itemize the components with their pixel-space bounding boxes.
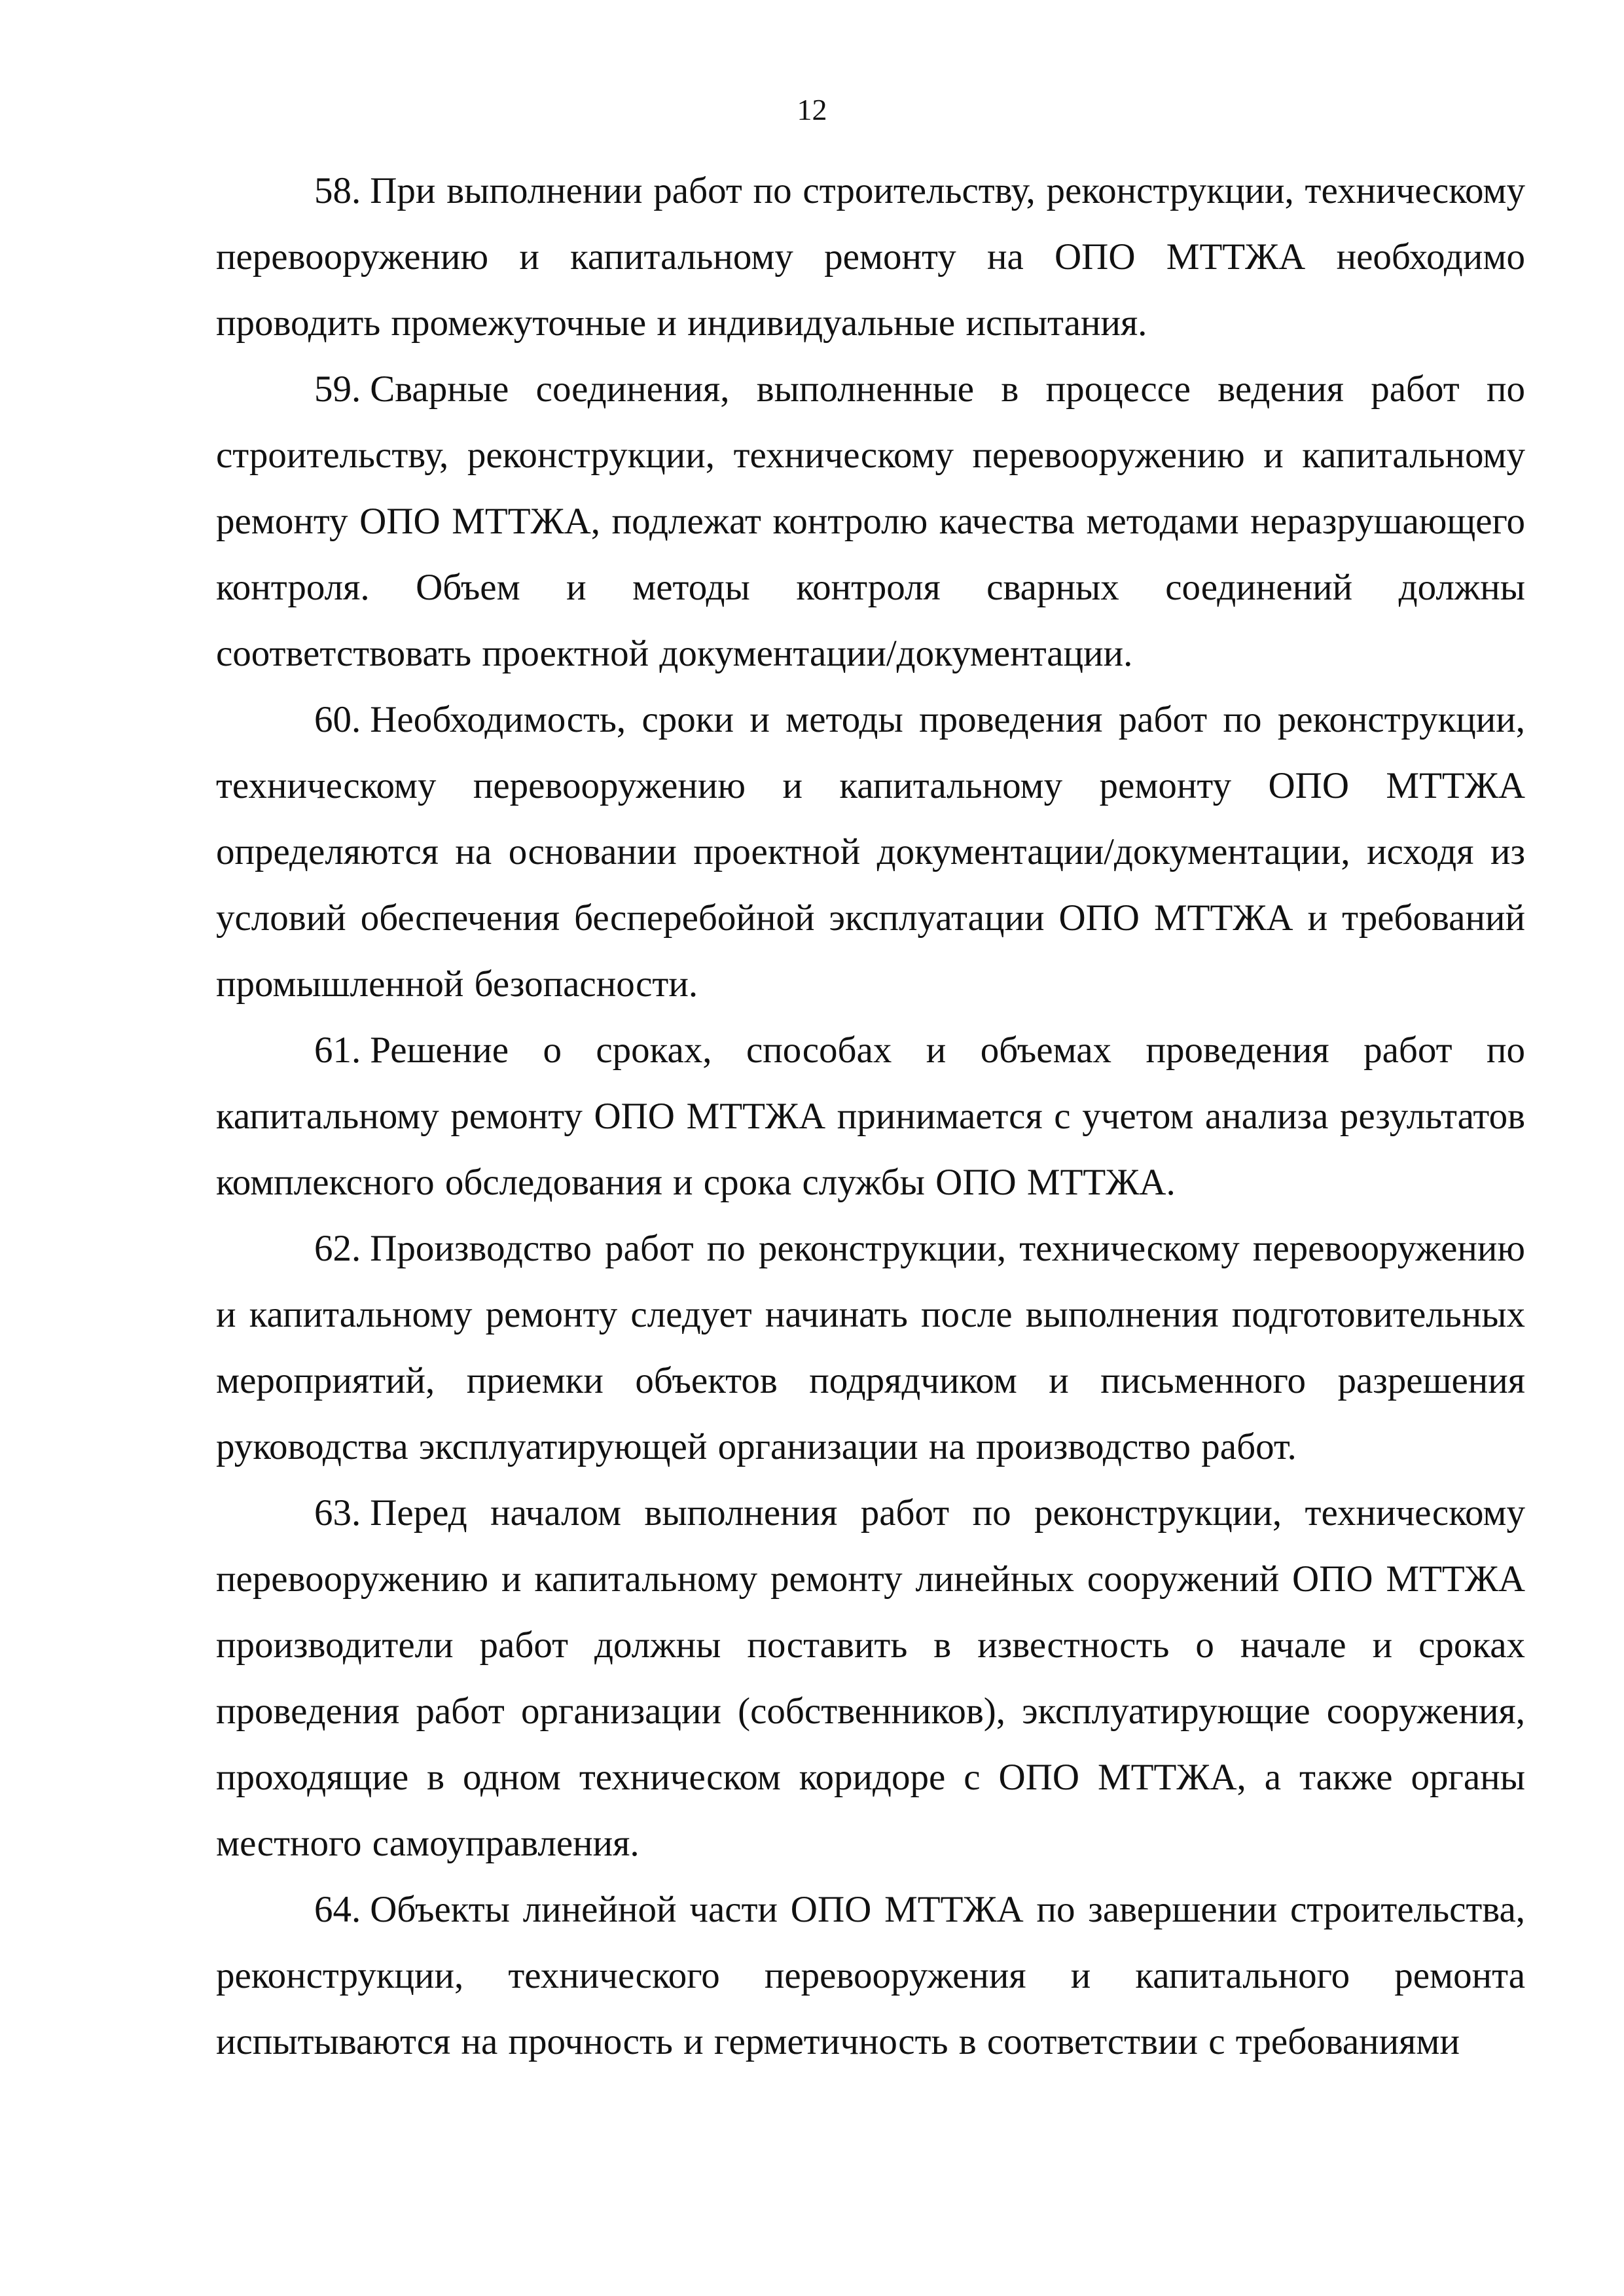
- paragraph-58: [216, 158, 1525, 356]
- paragraph-61: [216, 1017, 1525, 1215]
- paragraph-text: Производство работ по реконструкции, техническому перевооружению и капитальному ремонту следует начинать после выполнения подготовительных мероприятий, приемки объектов подрядчиком и письменного разрешения руководства эксплуатирующей организации на производство работ.: [216, 1228, 1525, 1467]
- paragraph-62: [216, 1215, 1525, 1480]
- paragraph-number: 60.: [314, 699, 361, 740]
- page-number: 12: [797, 93, 827, 126]
- paragraph-text: Решение о сроках, способах и объемах проведения работ по капитальному ремонту ОПО МТТЖА принимается с учетом анализа результатов комплексного обследования и срока службы ОПО МТТЖА.: [216, 1030, 1525, 1203]
- paragraph-60: [216, 687, 1525, 1017]
- paragraph-number: 64.: [314, 1889, 361, 1930]
- paragraph-number: 59.: [314, 368, 361, 410]
- paragraph-number: 58.: [314, 170, 361, 211]
- paragraph-number: 62.: [314, 1228, 361, 1269]
- paragraph-59: [216, 356, 1525, 687]
- paragraph-text: Перед началом выполнения работ по реконструкции, техническому перевооружению и капитальному ремонту линейных сооружений ОПО МТТЖА производители работ должны поставить в известность о начале и сроках проведения работ организации (собственников), эксплуатирующие сооружения, проходящие в одном техническом коридоре с ОПО МТТЖА, а также органы местного самоуправления.: [216, 1492, 1525, 1864]
- paragraph-number: 61.: [314, 1030, 361, 1071]
- paragraph-number: 63.: [314, 1492, 361, 1534]
- paragraph-text: Сварные соединения, выполненные в процессе ведения работ по строительству, реконструкции, техническому перевооружению и капитальному ремонту ОПО МТТЖА, подлежат контролю качества методами неразрушающего контроля. Объем и методы контроля сварных соединений должны соответствовать проектной документации/документации.: [216, 368, 1525, 674]
- paragraph-64: [216, 1876, 1525, 2075]
- paragraph-63: [216, 1480, 1525, 1876]
- document-body: [216, 158, 1525, 2075]
- paragraph-text: При выполнении работ по строительству, реконструкции, техническому перевооружению и капитальному ремонту на ОПО МТТЖА необходимо проводить промежуточные и индивидуальные испытания.: [216, 170, 1525, 344]
- paragraph-text: Объекты линейной части ОПО МТТЖА по завершении строительства, реконструкции, технического перевооружения и капитального ремонта испытываются на прочность и герметичность в соответствии с требованиями: [216, 1889, 1525, 2062]
- paragraph-text: Необходимость, сроки и методы проведения работ по реконструкции, техническому перевооружению и капитальному ремонту ОПО МТТЖА определяются на основании проектной документации/документации, исходя из условий обеспечения бесперебойной эксплуатации ОПО МТТЖА и требований промышленной безопасности.: [216, 699, 1525, 1005]
